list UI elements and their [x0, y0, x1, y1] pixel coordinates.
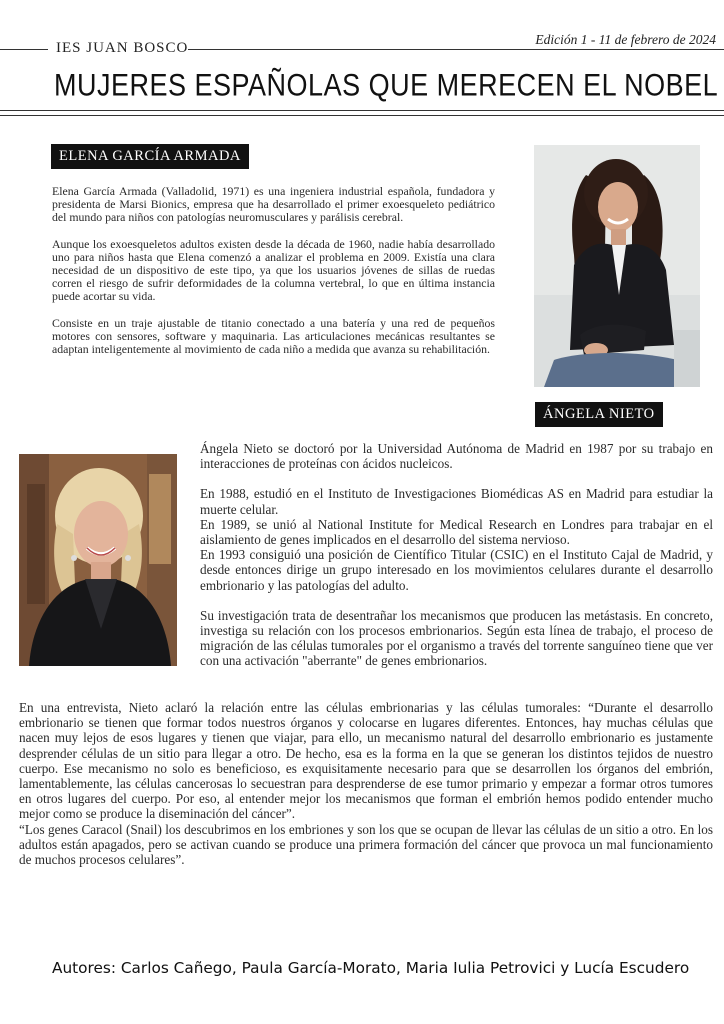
- header-rule-left: [0, 49, 48, 50]
- edition-date: Edición 1 - 11 de febrero de 2024: [535, 32, 716, 47]
- angela-interview: [19, 700, 713, 867]
- angela-paragraph-4: En 1993 consiguió una posición de Científico Titular (CSIC) en el Instituto Cajal de Madrid, y desde entonces dirige un grupo interesado en los movimientos celulares durante el desarrollo embrionario y las patologías del adulto.: [200, 547, 713, 593]
- angela-paragraph-2: En 1988, estudió en el Instituto de Investigaciones Biomédicas AS en Madrid para estudiar la muerte celular.: [200, 486, 713, 517]
- elena-paragraph-2: Aunque los exoesqueletos adultos existen desde la década de 1960, nadie había desarrollado uno para niños hasta que Elena comenzó a analizar el problema en 2009. Existía una clara necesidad de un dispositivo de este tipo, ya que los usuarios jóvenes de sillas de ruedas corren el riesgo de sufrir deformidades de la columna vertebral, lo que en última instancia puede acortar su vida.: [52, 236, 495, 304]
- title-rule-top: [0, 110, 724, 111]
- elena-name-tag: ELENA GARCÍA ARMADA: [51, 144, 249, 169]
- interview-paragraph-2: “Los genes Caracol (Snail) los descubrimos en los embriones y son los que se ocupan de llevar las células de un sitio a otro. En los adultos están apagados, pero se activan cuando se produce una primera formación del cáncer que provoca un mal funcionamiento de muchos procesos celulares”.: [19, 821, 713, 868]
- angela-name-tag: ÁNGELA NIETO: [535, 402, 663, 427]
- authors-credit: Autores: Carlos Cañego, Paula García-Morato, Maria Iulia Petrovici y Lucía Escudero: [52, 959, 690, 977]
- angela-paragraph-5: Su investigación trata de desentrañar los mecanismos que producen las metástasis. En concreto, investiga su relación con los procesos embrionarios. Según esta línea de trabajo, el proceso de migración de las células tumorales por el organismo a través del torrente sanguíneo tiene que ver con una activación "aberrante" de genes embrionarios.: [200, 607, 713, 669]
- elena-portrait-image: [534, 145, 700, 387]
- elena-paragraph-1: Elena García Armada (Valladolid, 1971) es una ingeniera industrial española, fundadora y presidenta de Marsi Bionics, empresa que ha desarrollado el primer exoesqueleto pediátrico del mundo para niños con patologías neuromusculares y parálisis cerebral.: [52, 184, 495, 225]
- title-rule-bottom: [0, 115, 724, 116]
- angela-photo: [19, 454, 177, 666]
- school-name: IES JUAN BOSCO: [56, 40, 189, 56]
- school-row: [0, 40, 724, 60]
- angela-article: [200, 441, 713, 669]
- header-rule-right: [188, 49, 724, 50]
- angela-paragraph-3: En 1989, se unió al National Institute for Medical Research en Londres para trabajar en el aislamiento de genes implicados en el desarrollo del sistema nervioso.: [200, 516, 713, 548]
- interview-paragraph-1: En una entrevista, Nieto aclaró la relación entre las células embrionarias y las células tumorales: “Durante el desarrollo embrionario se tienen que formar todos nuestros órganos y colocarse en lugares diferentes. Entonces, hay muchas células que nacen muy lejos de esos lugares y tienen que viajar, para ello, un mecanismo natural del desarrollo embrionario es justamente desprender células de un sitio para llegar a otro. De hecho, esa es la forma en la que se generan los distintos tejidos de nuestro cuerpo. Ese mecanismo no solo es beneficioso, es exquisitamente necesario para que se desarrollen los órganos del embrión, lamentablemente, las células cancerosas lo secuestran para desprenderse de ese tumor primario y empezar a formar otros tumores en otros lugares del cuerpo. Por eso, al entender mejor los mecanismos que forman el embrión hemos podido entender mucho mejor como se produce la diseminación del cáncer”.: [19, 700, 713, 822]
- angela-paragraph-1: Ángela Nieto se doctoró por la Universidad Autónoma de Madrid en 1987 por su trabajo en interacciones de proteínas con ácidos nucleicos.: [200, 441, 713, 472]
- page-title: MUJERES ESPAÑOLAS QUE MERECEN EL NOBEL: [54, 68, 719, 103]
- elena-photo: [534, 145, 700, 387]
- angela-portrait-image: [19, 454, 177, 666]
- elena-paragraph-3: Consiste en un traje ajustable de titanio conectado a una batería y una red de pequeños motores con sensores, software y maquinaria. Las articulaciones mecánicas resultantes se adaptan inteligentemente al movimiento de cada niño a medida que avanza su rehabilitación.: [52, 315, 495, 357]
- elena-article: [52, 185, 495, 356]
